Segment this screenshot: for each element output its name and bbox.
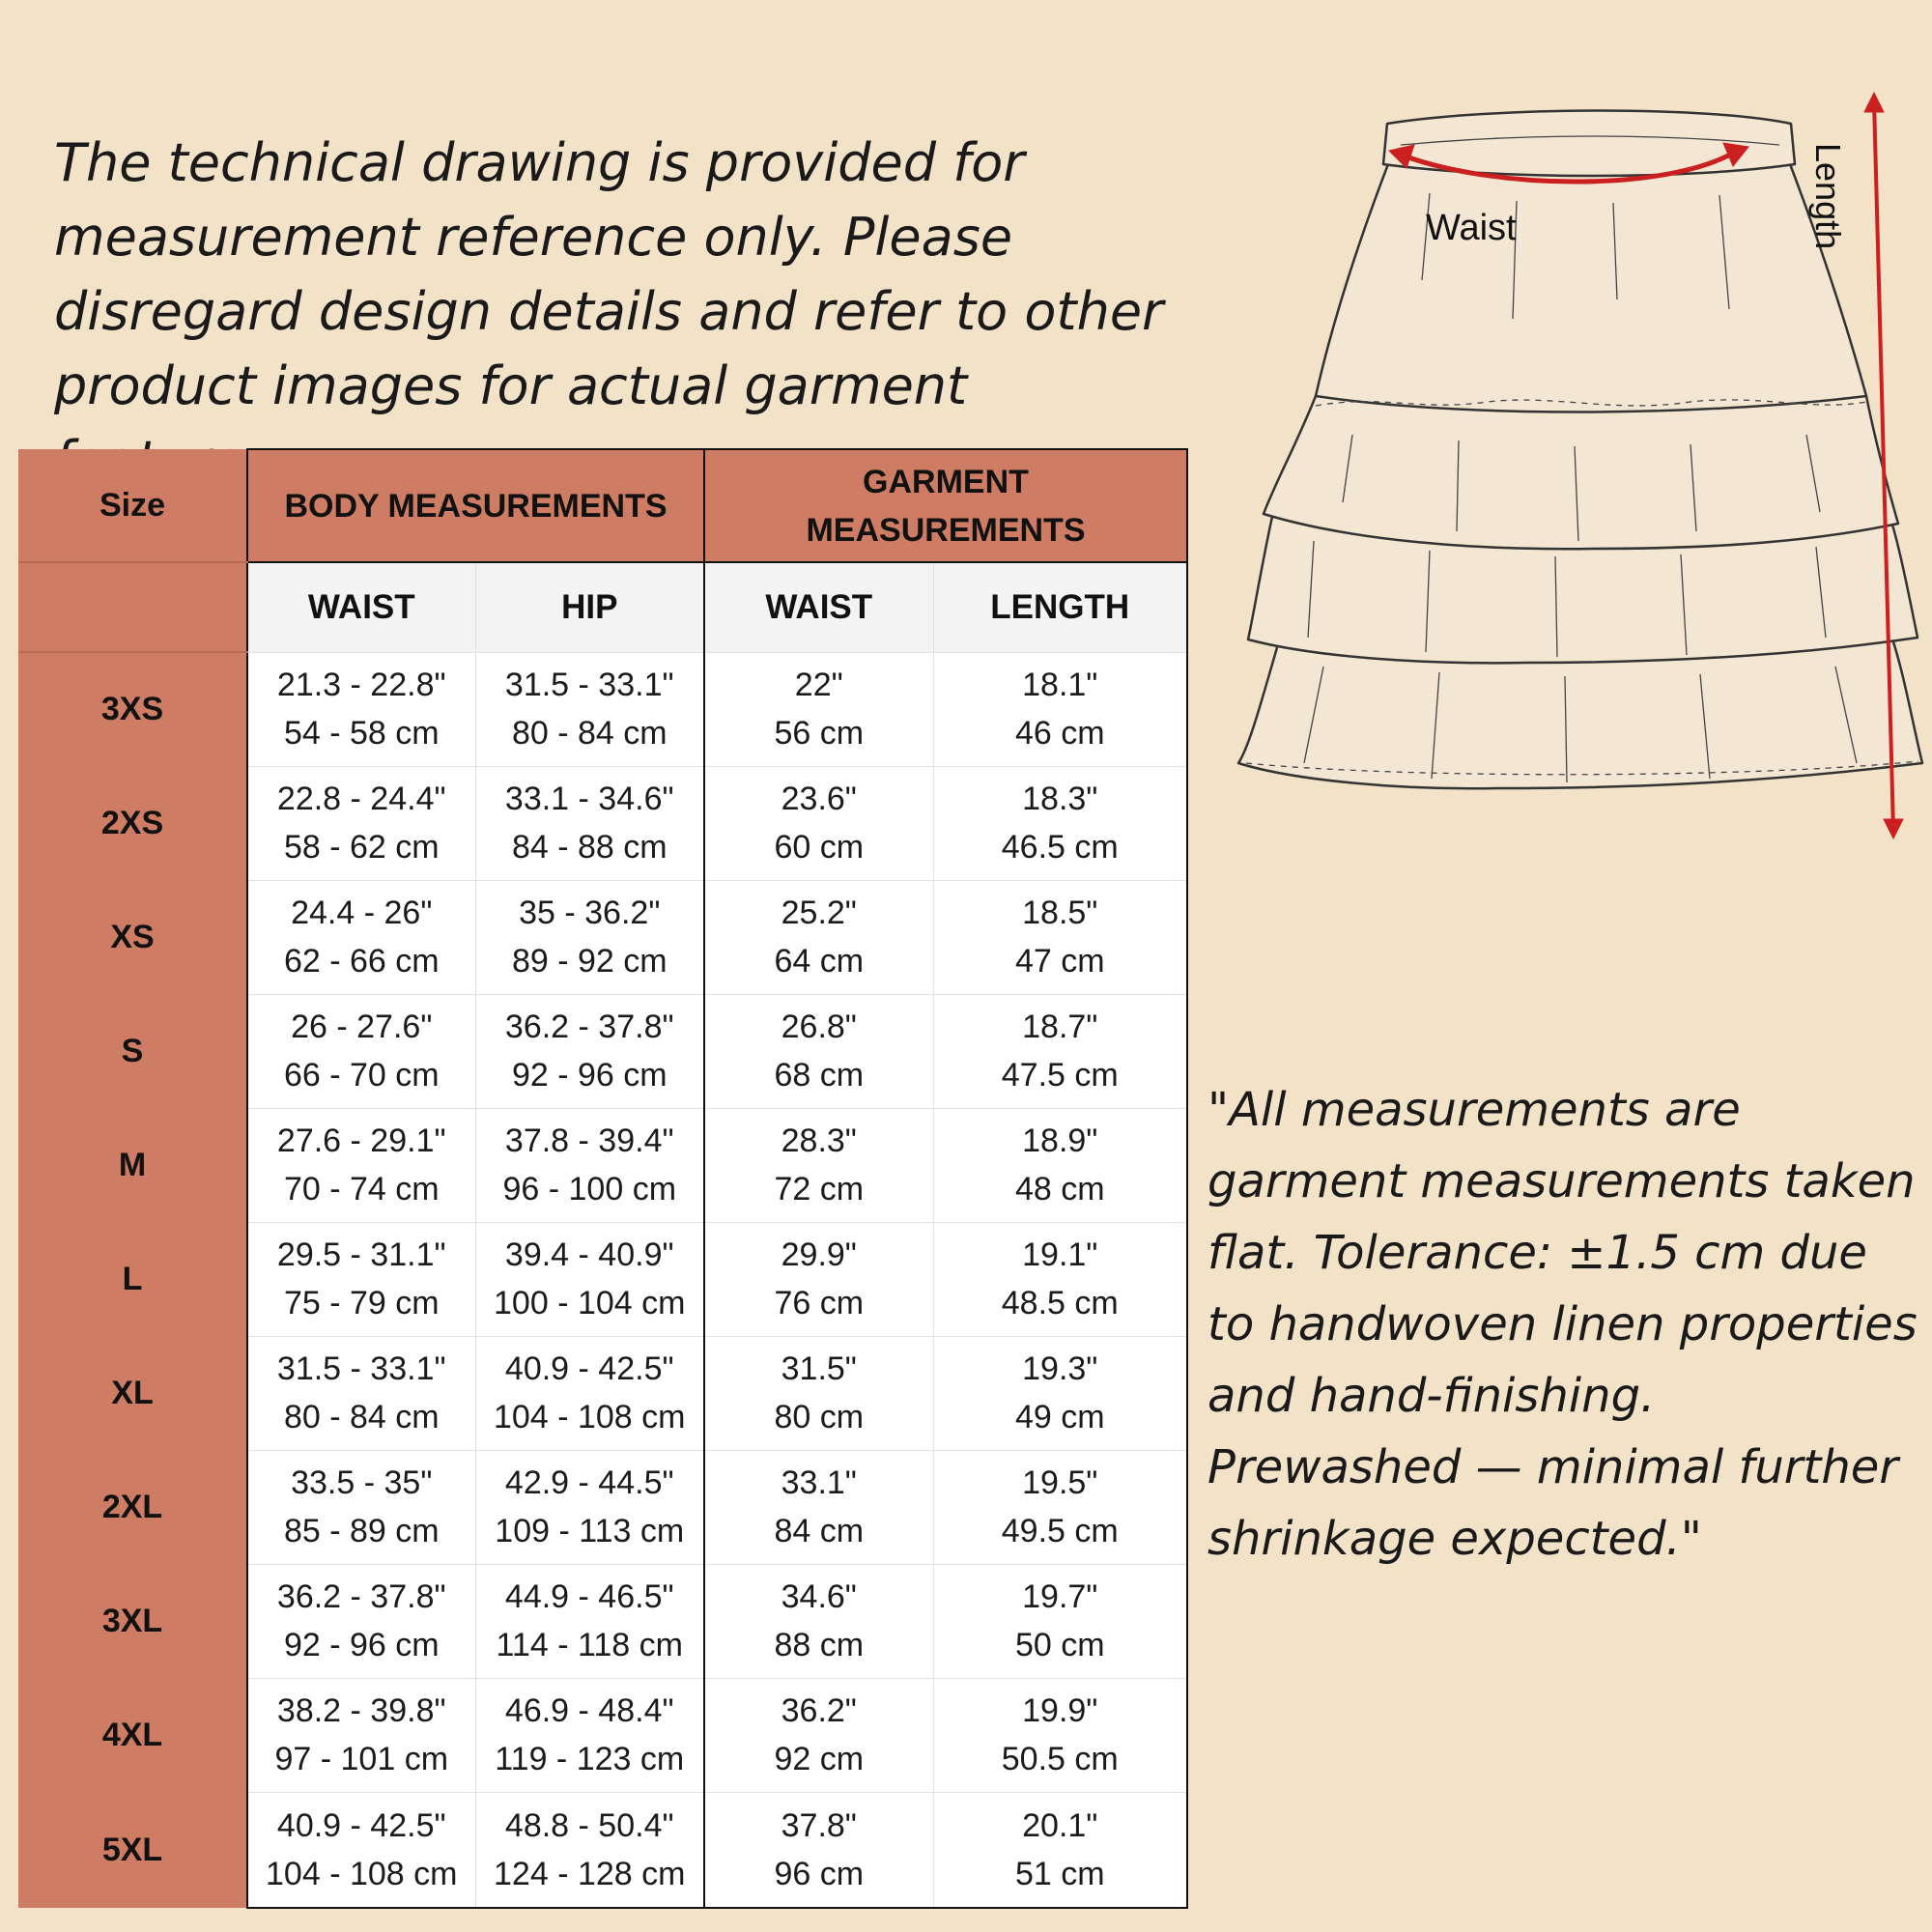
skirt-yoke <box>1316 156 1866 412</box>
garment-waist-cell <box>704 1108 933 1222</box>
value-cm: 92 - 96 cm <box>283 1627 440 1663</box>
value-cm: 104 - 108 cm <box>494 1399 686 1435</box>
measurement-note: "All measurements are garment measurements taken flat. Tolerance: ±1.5 cm due to handwoven linen properties and hand-finishing. Prewashed — minimal further shrinkage expected." <box>1208 1083 1918 1566</box>
sub-header-row <box>18 562 1187 652</box>
value-inches: 18.9" <box>1022 1122 1098 1159</box>
body-waist-cell <box>247 1564 475 1678</box>
value-cm: 100 - 104 cm <box>494 1285 686 1321</box>
size-label: S <box>18 994 247 1108</box>
value-cm: 64 cm <box>774 943 865 980</box>
value-inches: 35 - 36.2" <box>519 895 661 931</box>
value-cm: 80 - 84 cm <box>283 1399 440 1435</box>
body-hip-cell <box>475 994 704 1108</box>
value-cm: 85 - 89 cm <box>283 1513 440 1549</box>
size-label: 3XS <box>18 652 247 766</box>
value-inches: 26.8" <box>781 1009 857 1045</box>
value-inches: 38.2 - 39.8" <box>276 1692 446 1729</box>
table-row <box>18 880 1187 994</box>
value-inches: 26 - 27.6" <box>291 1009 433 1045</box>
table-row <box>18 1450 1187 1564</box>
value-inches: 25.2" <box>781 895 857 931</box>
value-cm: 97 - 101 cm <box>274 1741 449 1777</box>
size-header-spacer <box>18 562 247 652</box>
garment-waist-cell <box>704 1564 933 1678</box>
value-cm: 70 - 74 cm <box>283 1171 440 1208</box>
value-cm: 49 cm <box>1014 1399 1105 1435</box>
garment-waist-cell <box>704 880 933 994</box>
garment-length-cell <box>933 1792 1187 1908</box>
garment-waist-cell <box>704 1792 933 1908</box>
value-cm: 68 cm <box>774 1057 865 1094</box>
value-inches: 18.5" <box>1022 895 1098 931</box>
value-cm: 46.5 cm <box>1001 829 1119 866</box>
value-cm: 58 - 62 cm <box>283 829 440 866</box>
table-row <box>18 766 1187 880</box>
value-cm: 114 - 118 cm <box>496 1627 683 1663</box>
garment-length-cell <box>933 1222 1187 1336</box>
value-inches: 29.5 - 31.1" <box>276 1236 446 1273</box>
value-cm: 80 cm <box>774 1399 865 1435</box>
value-inches: 28.3" <box>781 1122 857 1159</box>
value-inches: 39.4 - 40.9" <box>504 1236 674 1273</box>
garment-waist-cell <box>704 994 933 1108</box>
value-inches: 19.3" <box>1022 1350 1098 1387</box>
value-inches: 36.2" <box>781 1692 857 1729</box>
value-cm: 109 - 113 cm <box>495 1513 685 1549</box>
size-label: XL <box>18 1336 247 1450</box>
size-label: 5XL <box>18 1792 247 1908</box>
value-cm: 76 cm <box>774 1285 865 1321</box>
value-cm: 56 cm <box>774 715 865 752</box>
body-hip-cell <box>475 1792 704 1908</box>
top-tier <box>1264 396 1898 549</box>
value-cm: 92 - 96 cm <box>511 1057 668 1094</box>
value-cm: 48.5 cm <box>1001 1285 1119 1321</box>
value-inches: 18.3" <box>1022 781 1098 817</box>
table-row <box>18 1564 1187 1678</box>
garment-measurements-header <box>704 449 1187 562</box>
garment-length-cell <box>933 994 1187 1108</box>
value-inches: 40.9 - 42.5" <box>276 1806 446 1844</box>
size-label: 4XL <box>18 1678 247 1792</box>
value-cm: 124 - 128 cm <box>494 1855 686 1892</box>
garment-waist-cell <box>704 1450 933 1564</box>
value-cm: 96 - 100 cm <box>502 1171 677 1208</box>
size-label: 2XL <box>18 1450 247 1564</box>
body-hip-header: HIP <box>475 562 704 652</box>
length-label: Length <box>1808 143 1848 250</box>
value-inches: 21.3 - 22.8" <box>276 667 446 703</box>
value-inches: 33.1 - 34.6" <box>504 781 674 817</box>
value-cm: 72 cm <box>774 1171 865 1208</box>
value-cm: 88 cm <box>774 1627 865 1663</box>
value-inches: 29.9" <box>781 1236 857 1273</box>
size-header: Size <box>18 449 247 562</box>
garment-waist-cell <box>704 1222 933 1336</box>
garment-waist-header: WAIST <box>704 562 933 652</box>
value-inches: 37.8 - 39.4" <box>504 1122 674 1159</box>
garment-waist-cell <box>704 1336 933 1450</box>
value-cm: 92 cm <box>774 1741 865 1777</box>
value-inches: 19.1" <box>1022 1236 1098 1273</box>
value-inches: 19.7" <box>1022 1578 1098 1615</box>
value-inches: 34.6" <box>781 1578 857 1615</box>
intro-text: The technical drawing is provided for measurement reference only. Please disregard design details and refer to other product images for actual garment <box>54 132 1164 416</box>
body-waist-cell <box>247 1450 475 1564</box>
value-cm: 48 cm <box>1014 1171 1105 1208</box>
value-inches: 40.9 - 42.5" <box>504 1350 674 1387</box>
value-inches: 19.9" <box>1022 1692 1098 1729</box>
body-measurements-header: BODY MEASUREMENTS <box>247 449 704 562</box>
garment-waist-cell <box>704 766 933 880</box>
value-cm: 47 cm <box>1014 943 1105 980</box>
value-cm: 54 - 58 cm <box>283 715 440 752</box>
value-cm: 50 cm <box>1014 1627 1105 1663</box>
body-waist-cell <box>247 1222 475 1336</box>
size-label: L <box>18 1222 247 1336</box>
value-inches: 31.5 - 33.1" <box>504 667 674 703</box>
table-row <box>18 652 1187 766</box>
value-inches: 48.8 - 50.4" <box>504 1806 674 1844</box>
value-inches: 44.9 - 46.5" <box>504 1578 674 1615</box>
value-inches: 31.5" <box>781 1350 857 1387</box>
value-cm: 84 - 88 cm <box>511 829 668 866</box>
skirt-technical-drawing <box>1208 87 1932 860</box>
value-inches: 22" <box>794 667 843 703</box>
body-waist-cell <box>247 994 475 1108</box>
body-hip-cell <box>475 652 704 766</box>
body-hip-cell <box>475 766 704 880</box>
value-cm: 49.5 cm <box>1001 1513 1119 1549</box>
body-waist-cell <box>247 652 475 766</box>
body-waist-cell <box>247 1336 475 1450</box>
value-inches: 20.1" <box>1022 1806 1098 1844</box>
value-inches: 37.8" <box>781 1806 857 1844</box>
garment-waist-cell <box>704 652 933 766</box>
garment-header-line2: MEASUREMENTS <box>806 511 1086 549</box>
value-cm: 50.5 cm <box>1001 1741 1119 1777</box>
size-label: 3XL <box>18 1564 247 1678</box>
group-header-row <box>18 449 1187 562</box>
garment-length-cell <box>933 766 1187 880</box>
body-hip-cell <box>475 1678 704 1792</box>
value-inches: 27.6 - 29.1" <box>276 1122 446 1159</box>
value-cm: 104 - 108 cm <box>266 1855 458 1892</box>
value-inches: 46.9 - 48.4" <box>504 1692 674 1729</box>
value-inches: 18.1" <box>1022 667 1098 703</box>
body-waist-cell <box>247 766 475 880</box>
value-cm: 47.5 cm <box>1001 1057 1119 1094</box>
value-inches: 36.2 - 37.8" <box>504 1009 674 1045</box>
garment-header-line1: GARMENT <box>863 463 1029 500</box>
size-label: XS <box>18 880 247 994</box>
body-waist-cell <box>247 1108 475 1222</box>
value-inches: 18.7" <box>1022 1009 1098 1045</box>
garment-length-cell <box>933 880 1187 994</box>
body-waist-cell <box>247 880 475 994</box>
garment-length-cell <box>933 1564 1187 1678</box>
value-inches: 33.1" <box>781 1464 857 1501</box>
garment-length-cell <box>933 652 1187 766</box>
garment-waist-cell <box>704 1678 933 1792</box>
body-hip-cell <box>475 1336 704 1450</box>
value-inches: 19.5" <box>1022 1464 1098 1501</box>
value-cm: 66 - 70 cm <box>283 1057 440 1094</box>
table-row <box>18 1678 1187 1792</box>
value-cm: 62 - 66 cm <box>283 943 440 980</box>
value-inches: 22.8 - 24.4" <box>276 781 446 817</box>
body-waist-cell <box>247 1792 475 1908</box>
table-row <box>18 1222 1187 1336</box>
waist-label: Waist <box>1426 208 1517 248</box>
value-inches: 31.5 - 33.1" <box>276 1350 446 1387</box>
body-hip-cell <box>475 880 704 994</box>
value-cm: 119 - 123 cm <box>495 1741 685 1777</box>
body-hip-cell <box>475 1222 704 1336</box>
value-inches: 42.9 - 44.5" <box>504 1464 674 1501</box>
body-hip-cell <box>475 1108 704 1222</box>
garment-length-cell <box>933 1678 1187 1792</box>
value-inches: 33.5 - 35" <box>291 1464 433 1501</box>
size-label: 2XS <box>18 766 247 880</box>
garment-length-cell <box>933 1450 1187 1564</box>
value-inches: 36.2 - 37.8" <box>276 1578 446 1615</box>
value-inches: 24.4 - 26" <box>291 895 433 931</box>
table-row <box>18 1108 1187 1222</box>
size-chart-table <box>18 448 1188 1909</box>
size-label: M <box>18 1108 247 1222</box>
table-row <box>18 994 1187 1108</box>
value-cm: 89 - 92 cm <box>511 943 668 980</box>
value-cm: 60 cm <box>774 829 865 866</box>
body-waist-header: WAIST <box>247 562 475 652</box>
value-cm: 51 cm <box>1014 1855 1105 1892</box>
value-cm: 84 cm <box>774 1513 865 1549</box>
size-rows <box>18 652 1187 1908</box>
garment-length-cell <box>933 1108 1187 1222</box>
table-row <box>18 1792 1187 1908</box>
garment-length-cell <box>933 1336 1187 1450</box>
value-inches: 23.6" <box>781 781 857 817</box>
value-cm: 75 - 79 cm <box>283 1285 440 1321</box>
value-cm: 96 cm <box>774 1855 865 1892</box>
value-cm: 46 cm <box>1014 715 1105 752</box>
body-hip-cell <box>475 1450 704 1564</box>
body-hip-cell <box>475 1564 704 1678</box>
body-waist-cell <box>247 1678 475 1792</box>
value-cm: 80 - 84 cm <box>511 715 668 752</box>
garment-length-header: LENGTH <box>933 562 1187 652</box>
table-row <box>18 1336 1187 1450</box>
